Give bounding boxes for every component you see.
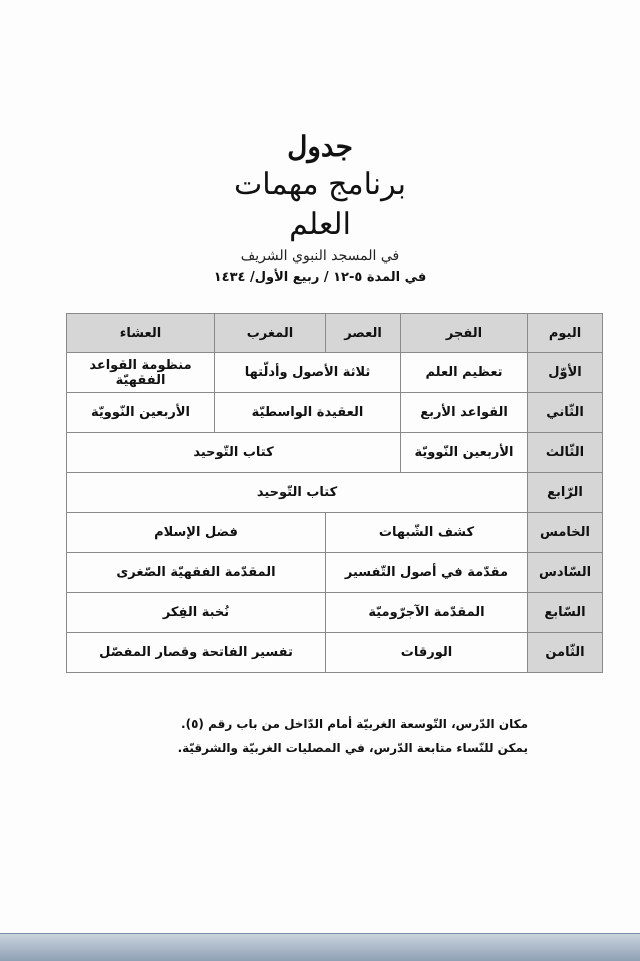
day-cell: السّابع [528, 593, 603, 633]
title-line-1: جدول [287, 130, 353, 163]
evening-cell: المقدّمة الفقهيّة الصّغرى [67, 553, 326, 593]
table-header-row [67, 314, 603, 353]
morning-cell: المقدّمة الآجرّوميّة [326, 593, 528, 633]
header-isha: العشاء [67, 314, 215, 353]
day-cell: الثّامن [528, 633, 603, 673]
evening-cell: تفسير الفاتحة وقصار المفصّل [67, 633, 326, 673]
table-row [67, 433, 603, 473]
schedule-table [66, 313, 603, 673]
table-row [67, 473, 603, 513]
isha-cell: منظومة القواعد الفقهيّة [67, 353, 215, 393]
table-row [67, 513, 603, 553]
asr-maghrib-cell: العقيدة الواسطيّة [215, 393, 401, 433]
asr-maghrib-cell: ثلاثة الأصول وأدلّتها [215, 353, 401, 393]
date-range: في المدة ٥-١٢ / ربيع الأول/ ١٤٣٤ [213, 270, 427, 285]
table-row [67, 553, 603, 593]
program-title-calligraphy [200, 125, 440, 264]
header-fajr: الفجر [401, 314, 528, 353]
day-cell: الثّاني [528, 393, 603, 433]
morning-cell: كشف الشّبهات [326, 513, 528, 553]
evening-cell: فضل الإسلام [67, 513, 326, 553]
fajr-cell: الأربعين النّوويّة [401, 433, 528, 473]
day-cell: السّادس [528, 553, 603, 593]
merged-cell: كتاب التّوحيد [67, 473, 528, 513]
table-row [67, 633, 603, 673]
header-maghrib: المغرب [215, 314, 326, 353]
morning-cell: الورقات [326, 633, 528, 673]
fajr-cell: القواعد الأربع [401, 393, 528, 433]
header-day: اليوم [528, 314, 603, 353]
title-line-2: برنامج مهمات العلم [234, 167, 406, 242]
evening-cell: نُخبة الفِكر [67, 593, 326, 633]
day-cell: الخامس [528, 513, 603, 553]
bottom-toolbar [0, 933, 640, 961]
table-row [67, 353, 603, 393]
day-cell: الرّابع [528, 473, 603, 513]
day-cell: الأوّل [528, 353, 603, 393]
fajr-cell: تعظيم العلم [401, 353, 528, 393]
isha-cell: الأربعين النّوويّة [67, 393, 215, 433]
notes [178, 712, 528, 760]
header-asr: العصر [326, 314, 401, 353]
table-row [67, 393, 603, 433]
morning-cell: مقدّمة في أصول التّفسير [326, 553, 528, 593]
table-row [67, 593, 603, 633]
merged-cell: كتاب التّوحيد [67, 433, 401, 473]
day-cell: الثّالث [528, 433, 603, 473]
note-women: يمكن للنّساء متابعة الدّرس، في المصليات الغربيّة والشرقيّة. [177, 741, 528, 755]
note-location: مكان الدّرس، التّوسعة الغربيّة أمام الدّاخل من باب رقم (٥). [181, 717, 528, 731]
title-line-3: في المسجد النبوي الشريف [240, 248, 400, 264]
